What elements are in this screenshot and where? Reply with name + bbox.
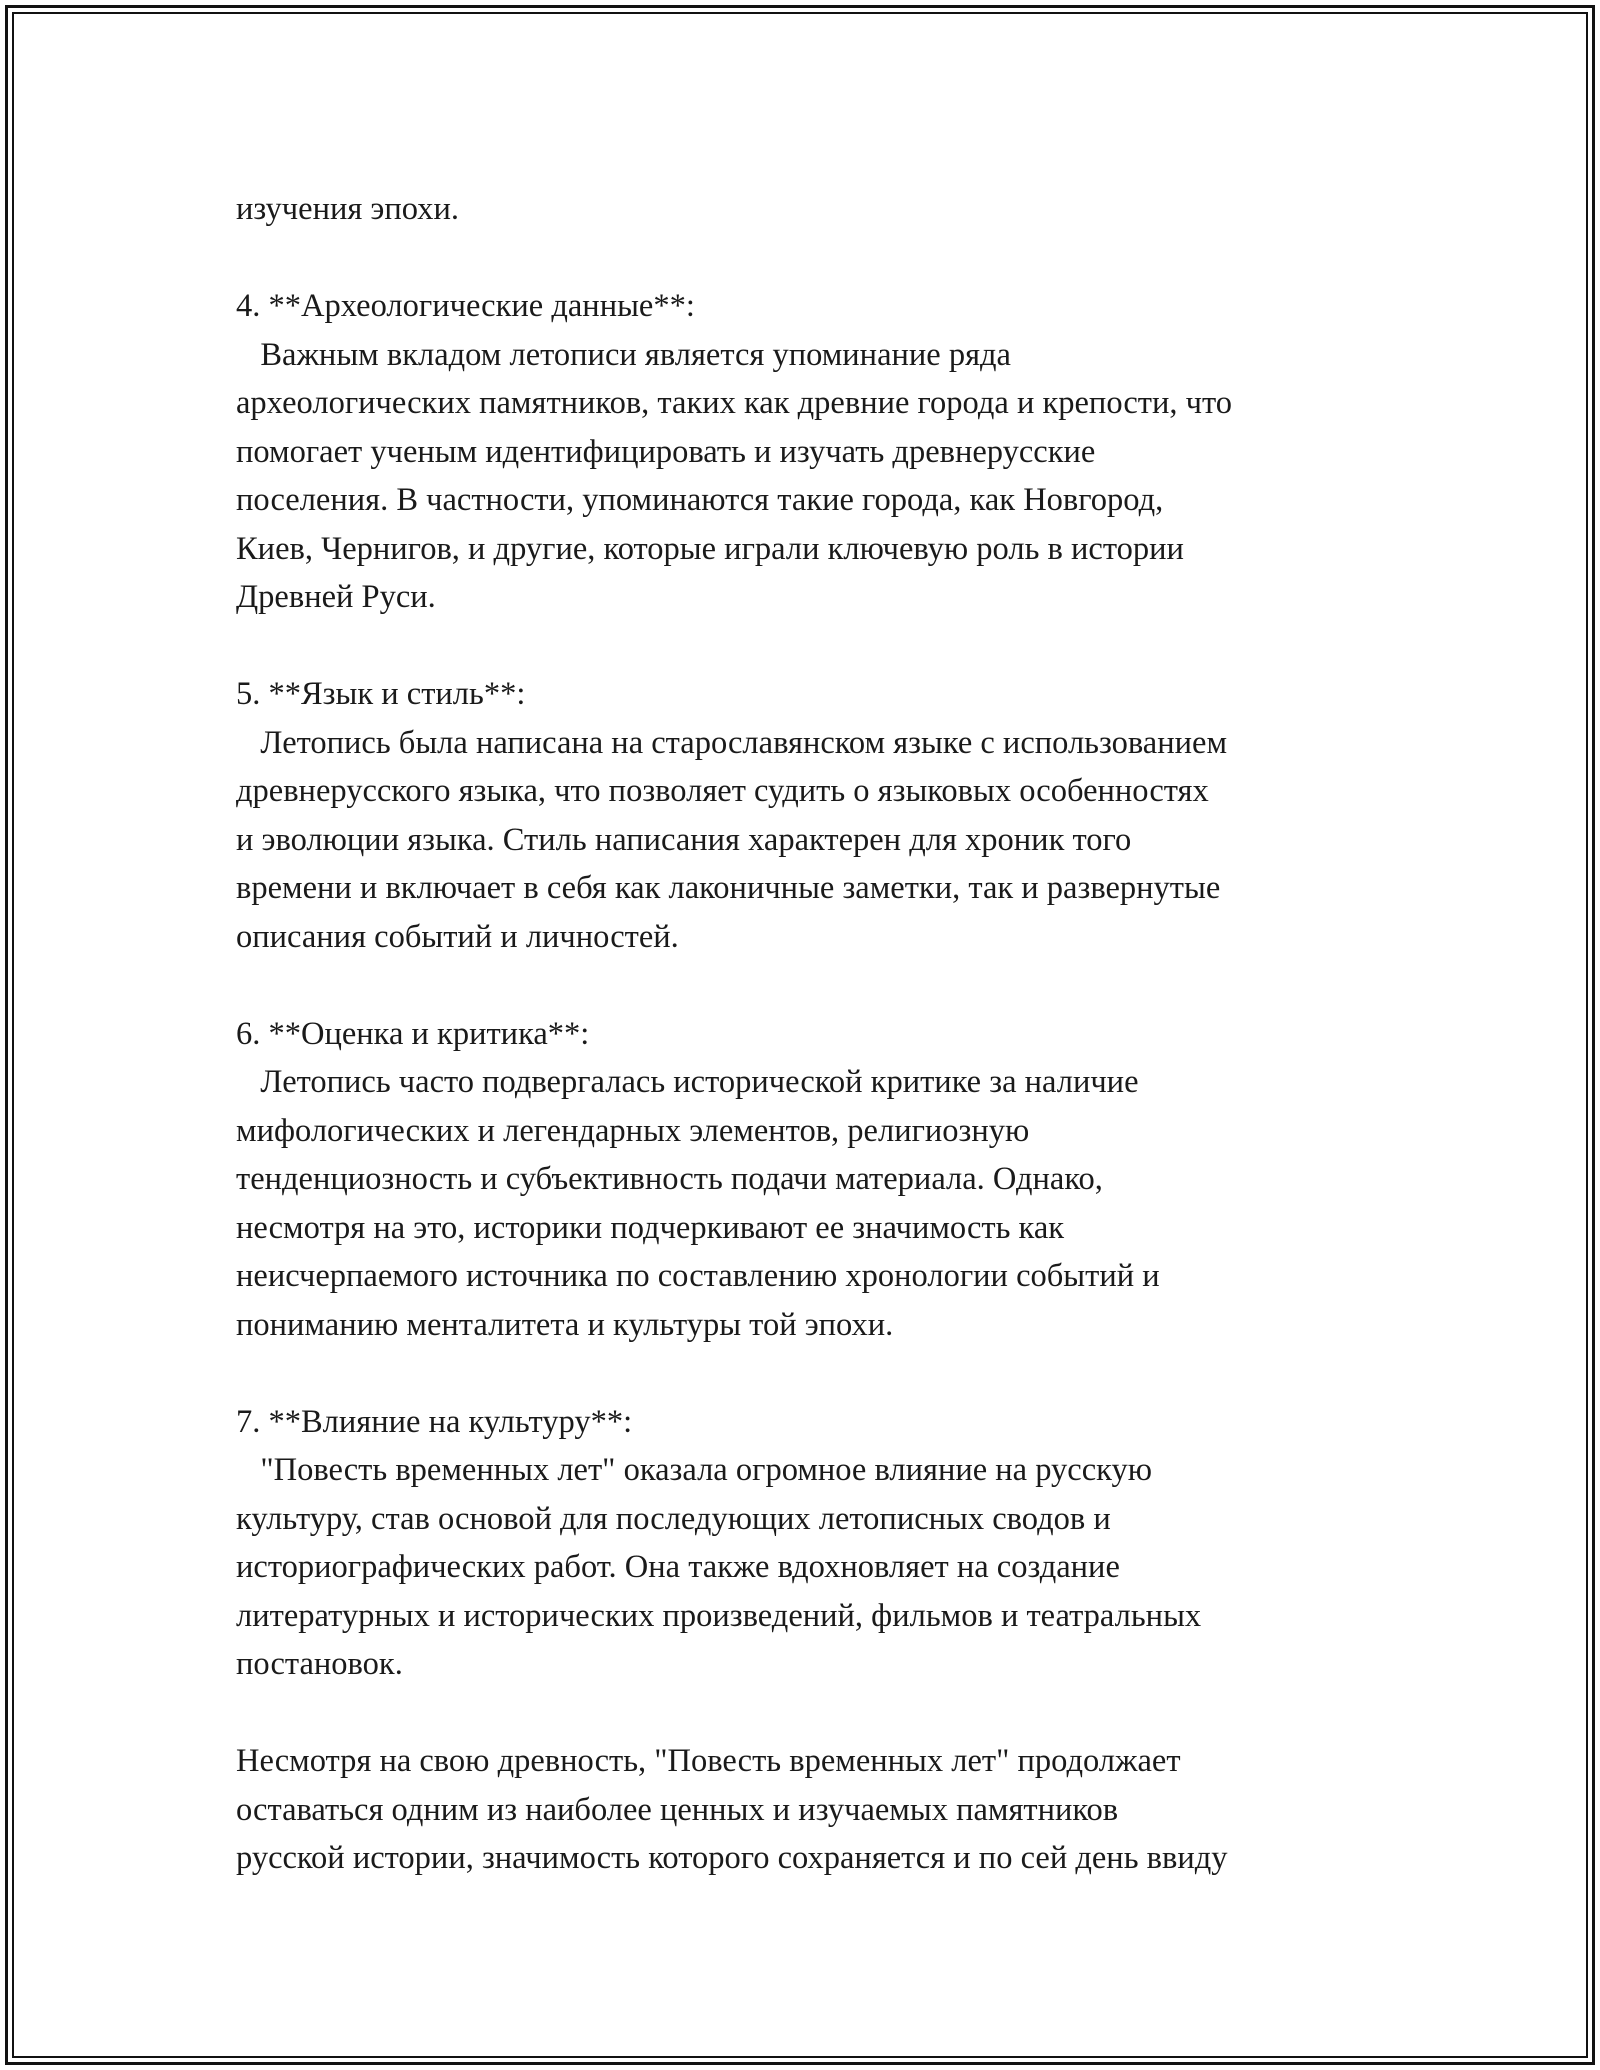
blank-line (236, 234, 1436, 283)
text-line: Несмотря на свою древность, "Повесть временных лет" продолжает (236, 1743, 1181, 1779)
text-line: Летопись была написана на старославянском языке с использованием (236, 724, 1228, 761)
blank-line (236, 622, 1436, 671)
text-line: Древней Руси. (236, 579, 436, 615)
text-line: древнерусского языка, что позволяет судить о языковых особенностях (236, 773, 1209, 809)
blank-line (236, 1349, 1436, 1398)
text-line: и эволюции языка. Стиль написания характерен для хроник того (236, 821, 1132, 858)
text-line: культуру, став основой для последующих летописных сводов и (236, 1500, 1111, 1537)
text-line: литературных и исторических произведений, фильмов и театральных (236, 1597, 1202, 1634)
section-heading: 4. **Археологические данные**: (236, 288, 695, 324)
text-line: поселения. В частности, упоминаются такие города, как Новгород, (236, 482, 1164, 518)
text-line: Летопись часто подвергалась исторической критике за наличие (236, 1064, 1139, 1100)
section-heading: 6. **Оценка и критика**: (236, 1015, 590, 1052)
text-line: тенденциозность и субъективность подачи материала. Однако, (236, 1161, 1103, 1197)
blank-line (236, 961, 1436, 1010)
text-line: историографических работ. Она также вдохновляет на создание (236, 1549, 1120, 1585)
section-heading: 5. **Язык и стиль**: (236, 676, 526, 712)
text-line: несмотря на это, историки подчеркивают ее значимость как (236, 1209, 1065, 1246)
text-line: описания событий и личностей. (236, 918, 679, 955)
text-line: русской истории, значимость которого сохраняется и по сей день ввиду (236, 1840, 1228, 1876)
text-line: археологических памятников, таких как древние города и крепости, что (236, 385, 1233, 421)
section-heading: 7. **Влияние на культуру**: (236, 1403, 633, 1440)
text-line: Важным вкладом летописи является упоминание ряда (236, 336, 1011, 373)
text-line: неисчерпаемого источника по составлению хронологии событий и (236, 1258, 1160, 1294)
text-line: изучения эпохи. (236, 191, 459, 227)
text-line: времени и включает в себя как лаконичные заметки, так и развернутые (236, 870, 1221, 906)
text-line: "Повесть временных лет" оказала огромное влияние на русскую (236, 1452, 1153, 1488)
blank-line (236, 1689, 1436, 1738)
text-line: помогает ученым идентифицировать и изучать древнерусские (236, 433, 1096, 470)
text-line: мифологических и легендарных элементов, религиозную (236, 1112, 1030, 1149)
text-line: Киев, Чернигов, и другие, которые играли ключевую роль в истории (236, 530, 1184, 567)
text-line: постановок. (236, 1646, 403, 1682)
document-text (236, 185, 1436, 1883)
text-line: пониманию менталитета и культуры той эпохи. (236, 1306, 894, 1343)
text-line: оставаться одним из наиболее ценных и изучаемых памятников (236, 1791, 1119, 1828)
